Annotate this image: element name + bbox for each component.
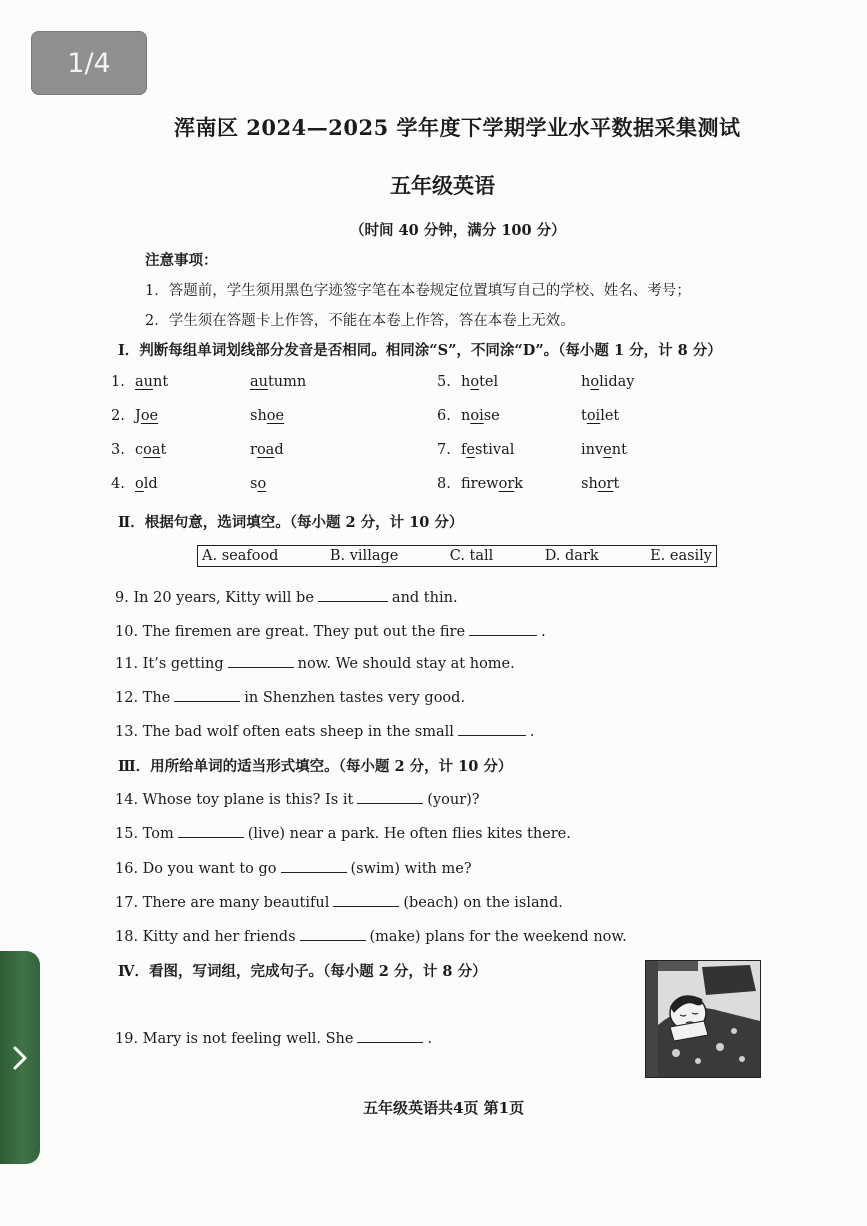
question-11 [115, 653, 515, 672]
question-text: 13. The bad wolf often eats sheep in the small [115, 724, 454, 740]
pair-word [581, 442, 627, 458]
pair-word [461, 374, 498, 390]
word-bank [197, 545, 717, 567]
answer-blank [333, 892, 399, 907]
answer-blank [228, 653, 294, 668]
pair-word [250, 442, 284, 458]
word-part: sh [250, 408, 267, 424]
answer-blank [318, 587, 388, 602]
question-text: . [427, 1031, 433, 1047]
pair-number: 8. [437, 476, 451, 492]
answer-blank [357, 1028, 423, 1043]
pair-number: 4. [111, 476, 125, 492]
question-text: . [529, 724, 535, 740]
pair-number: 1. [111, 374, 125, 390]
question-15 [115, 823, 571, 842]
word-part: se [483, 408, 500, 424]
word-part: t [581, 408, 587, 424]
word-part: nt [611, 442, 627, 458]
word-part: d [274, 442, 284, 458]
word-option: B. village [329, 548, 399, 564]
question-17 [115, 892, 563, 911]
pair-word [135, 442, 166, 458]
answer-blank [281, 858, 347, 873]
word-option: C. tall [449, 548, 494, 564]
underlined-letters: e [603, 442, 612, 458]
word-part: let [600, 408, 620, 424]
answer-blank [178, 823, 244, 838]
chevron-right-icon [10, 1044, 30, 1072]
pair-number: 5. [437, 374, 451, 390]
underlined-letters: au [135, 374, 153, 390]
question-text: 12. The [115, 690, 171, 706]
question-text: 16. Do you want to go [115, 861, 277, 877]
pair-word [250, 408, 284, 424]
word-part: tel [479, 374, 499, 390]
word-part: k [514, 476, 524, 492]
word-part: J [135, 408, 141, 424]
pair-word [581, 374, 634, 390]
underlined-letters: oe [140, 408, 159, 424]
underlined-letters: oi [470, 408, 484, 424]
question-text: 17. There are many beautiful [115, 895, 330, 911]
underlined-letters: o [590, 374, 600, 390]
pair-word [461, 476, 523, 492]
word-part: h [461, 374, 471, 390]
word-part: t [613, 476, 620, 492]
subject-title: 五年级英语 [390, 173, 495, 198]
question-text: 11. It’s getting [115, 656, 224, 672]
word-option: A. seafood [202, 548, 279, 564]
underlined-letters: oa [256, 442, 275, 458]
question-text: . [541, 624, 546, 640]
word-part: stival [474, 442, 515, 458]
pair-number: 3. [111, 442, 125, 458]
question-text: 9. In 20 years, Kitty will be [115, 590, 314, 606]
word-part: tumn [267, 374, 307, 390]
word-part: f [461, 442, 467, 458]
word-option: E. easily [650, 548, 712, 564]
question-text: (swim) with me? [350, 861, 472, 877]
underlined-letters: o [257, 476, 267, 492]
pair-word [250, 374, 306, 390]
pair-word [135, 408, 158, 424]
question-text: 10. The firemen are great. They put out the fire [115, 624, 466, 640]
sick-girl-illustration [646, 961, 760, 1077]
pair-word [135, 476, 158, 492]
pair-number: 7. [437, 442, 451, 458]
question-18 [115, 926, 627, 945]
time-note: （时间 40 分钟，满分 100 分） [350, 222, 566, 239]
underlined-letters: oi [586, 408, 601, 424]
word-part: c [135, 442, 144, 458]
word-part: n [461, 408, 471, 424]
section2-heading: Ⅱ．根据句意，选词填空。（每小题 2 分，计 10 分） [118, 514, 464, 531]
word-option: D. dark [544, 548, 599, 564]
section1-heading: Ⅰ．判断每组单词划线部分发音是否相同。相同涂“S”，不同涂“D”。（每小题 1 分，计 8 分） [118, 342, 722, 359]
section4-heading: Ⅳ．看图，写词组，完成句子。（每小题 2 分，计 8 分） [118, 963, 487, 980]
note-item-2: 2．学生须在答题卡上作答，不能在本卷上作答，答在本卷上无效。 [145, 313, 575, 329]
question-text: (make) plans for the weekend now. [369, 929, 627, 945]
underlined-letters: o [470, 374, 480, 390]
notes-heading: 注意事项： [145, 252, 218, 269]
answer-blank [357, 789, 423, 804]
question-text: and thin. [391, 590, 458, 606]
question-16 [115, 858, 472, 877]
underlined-letters: or [498, 476, 515, 492]
answer-blank [458, 721, 526, 736]
answer-blank [174, 687, 240, 702]
underlined-letters: e [466, 442, 475, 458]
word-part: s [250, 476, 258, 492]
question-text: (live) near a park. He often flies kites there. [247, 826, 571, 842]
answer-blank [469, 621, 537, 636]
question-text: now. We should stay at home. [297, 656, 515, 672]
question-13 [115, 721, 535, 740]
underlined-letters: or [597, 476, 614, 492]
question-text: (beach) on the island. [403, 895, 563, 911]
underlined-letters: o [135, 476, 144, 492]
word-part: liday [599, 374, 635, 390]
pair-number: 2. [111, 408, 125, 424]
word-part: inv [581, 442, 604, 458]
question-10 [115, 621, 546, 640]
question-12 [115, 687, 465, 706]
next-page-tab[interactable] [0, 951, 40, 1164]
answer-blank [300, 926, 366, 941]
note-item-1: 1．答题前，学生须用黑色字迹签字笔在本卷规定位置填写自己的学校、姓名、考号； [145, 283, 691, 299]
word-part: r [250, 442, 257, 458]
pair-word [135, 374, 168, 390]
page-indicator: 1/4 [31, 31, 147, 95]
word-part: sh [581, 476, 598, 492]
word-part: firew [461, 476, 499, 492]
pair-number: 6. [437, 408, 451, 424]
question-19 [115, 1028, 432, 1047]
pair-word [250, 476, 266, 492]
question-14 [115, 789, 480, 808]
question-text: in Shenzhen tastes very good. [244, 690, 466, 706]
pair-word [581, 408, 619, 424]
word-part: t [160, 442, 167, 458]
exam-title: 浑南区 2024—2025 学年度下学期学业水平数据采集测试 [174, 115, 741, 140]
sick-girl-picture [645, 960, 761, 1078]
question-text: 14. Whose toy plane is this? Is it [115, 792, 354, 808]
word-part: nt [152, 374, 169, 390]
underlined-letters: oe [266, 408, 285, 424]
section3-heading: Ⅲ．用所给单词的适当形式填空。（每小题 2 分，计 10 分） [118, 758, 513, 775]
question-text: 15. Tom [115, 826, 174, 842]
page-footer: 五年级英语共4页 第1页 [363, 1099, 525, 1117]
question-text: 19. Mary is not feeling well. She [115, 1031, 354, 1047]
underlined-letters: au [250, 374, 268, 390]
pair-word [461, 442, 514, 458]
question-text: (your)? [427, 792, 480, 808]
question-text: 18. Kitty and her friends [115, 929, 296, 945]
word-part: ld [143, 476, 158, 492]
pair-word [461, 408, 500, 424]
word-part: h [581, 374, 591, 390]
pair-word [581, 476, 619, 492]
underlined-letters: oa [143, 442, 161, 458]
question-9 [115, 587, 458, 606]
